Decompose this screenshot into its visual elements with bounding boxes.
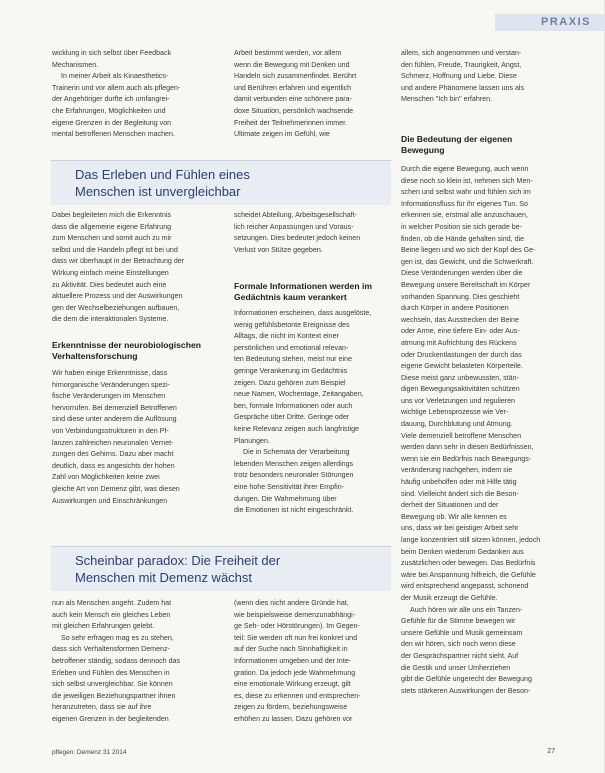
text-line: gleiche Art von Demenz gibt, was diesen	[52, 484, 180, 493]
text-line: unsere Gefühle und Musik gemeinsam	[401, 628, 523, 637]
text-line: doxe Situation, persönlich wachsende	[234, 106, 354, 115]
column-1-section	[52, 340, 212, 507]
text-line: eigene Gewicht belasteten Körperteile.	[401, 362, 523, 371]
text-line: eigenen Grenzen in der begleitenden	[52, 714, 169, 723]
text-line: der Angehöriger durfte ich umfangrei-	[52, 95, 170, 104]
text-line: allem, sich angenommen und verstan-	[401, 49, 522, 57]
text-line: eine emotionale Wirkung erzeugt, gilt	[234, 680, 351, 689]
text-line: Freiheit der Teilnehmerinnen immer.	[234, 118, 348, 127]
text-line: Auswirkungen und Einschränkungen	[52, 496, 168, 505]
text-line: durch Körper in andere Positionen	[401, 304, 509, 313]
section-label: PRAXIS	[541, 16, 591, 28]
text-line: Die in Schemata der Verarbeitung	[243, 448, 350, 457]
headline-1-line-1: Das Erleben und Fühlen eines	[75, 167, 250, 182]
col2-body	[234, 308, 392, 517]
text-line: zeigen. Dazu gehören zum Beispiel	[234, 378, 346, 387]
text-line: erkennen sie, erstmal alle anzuschauen,	[401, 211, 528, 220]
text-line: Alltags, die nicht im Kontext einer	[234, 332, 339, 341]
text-line: Informationsfluss für ihr eigenes Tun. So	[401, 199, 528, 208]
text-line: betroffener ständig, sodass dennoch das	[52, 656, 181, 665]
text-line: Viele demenziell betroffene Menschen	[401, 431, 522, 440]
col3-subheading: Die Bedeutung der eigenen Bewegung	[401, 134, 513, 155]
text-line: dass wir überhaupt in der Betrachtung der	[52, 257, 185, 266]
text-line: wenn die Bewegung mit Denken und	[234, 60, 350, 69]
text-line: uns, dass wir bei geistiger Arbeit sehr	[401, 524, 519, 533]
text-line: erhöhen zu lassen. Dazu gehören vor	[234, 714, 353, 723]
text-line: sind diese unter anderem die Auflösung	[52, 415, 177, 424]
text-line: wechseln, das Ausstrecken der Beine	[401, 315, 519, 324]
text-line: Verlust von Stütze gegeben.	[234, 245, 323, 254]
text-line: die Gestik und unser Umherziehen	[401, 663, 511, 672]
text-line: Menschen "Ich bin" erfahren.	[401, 95, 492, 104]
text-line: gration. Da jedoch jede Wahrnehmung	[234, 668, 356, 677]
text-line: wichtige Lebensprozesse wie Ver-	[401, 408, 509, 417]
text-line: hervorrufen. Bei demenziell Betroffenen	[52, 403, 177, 412]
text-line: zum Menschen und somit auch zu mir	[52, 234, 172, 243]
page-number: 27	[547, 748, 555, 755]
text-line: lich reicher Anpassungen und Voraus-	[234, 222, 354, 231]
text-line: dauung, Durchblutung und Atmung.	[401, 420, 513, 429]
text-line: Trainerin und vor allem auch als pflegen-	[52, 83, 181, 92]
text-line: gen ist, das Gewicht, und die Schwerkraft.	[401, 257, 534, 266]
column-2-top	[234, 48, 392, 141]
text-line: lanzen zahlreichen neuronalen Vernet-	[52, 438, 174, 447]
column-2-bottom	[234, 598, 392, 726]
text-line: dass die allgemeine eigene Erfahrung	[52, 222, 172, 231]
col1-body	[52, 368, 212, 507]
text-line: ten Bedeutung stehen, meist nur eine	[234, 355, 352, 364]
column-2-mid	[234, 210, 392, 256]
col3-body	[401, 164, 556, 697]
text-line: in welcher Position sie sich gerade be-	[401, 222, 523, 231]
text-line: veränderung nachgehen, indem sie	[401, 466, 513, 475]
column-3-top	[401, 48, 556, 106]
text-line: uns vor Verletzungen und regulieren	[401, 396, 515, 405]
col1-subheading: Erkenntnisse der neurobiologischen Verhaltensforschung	[52, 340, 201, 361]
text-line: Auch hören wir alle uns ein Tanzen-	[410, 605, 523, 614]
text-line: eine hohe Sensitivität ihrer Empfin-	[234, 482, 345, 491]
text-line: Wir haben einige Erkenntnisse, dass	[52, 369, 168, 377]
text-line: oder Arme, eine tiefere Ein- oder Aus-	[401, 327, 520, 336]
headline-box-2	[51, 546, 391, 591]
text-line: wenig gefühlsbetonte Ereignisse des	[234, 320, 350, 329]
column-3-section	[401, 134, 556, 697]
text-line: fische Veränderungen im Menschen	[52, 392, 166, 401]
text-line: Diese meist ganz unbewussten, stän-	[401, 373, 519, 382]
text-line: mit gleichen Erfahrungen gelebt.	[52, 622, 155, 631]
text-line: diese noch so klein ist, nehmen sich Men-	[401, 176, 533, 185]
text-line: Wirkung einfach meine Einstellungen	[52, 268, 169, 277]
text-line: vorhanden Spannung. Dies geschieht	[401, 292, 520, 301]
text-line: selbst und die Handeln pflegt ist bei und	[52, 245, 178, 254]
text-line: Mechanismen.	[52, 60, 99, 69]
text-line: Handeln sich zusammenfindet. Berührt	[234, 72, 357, 81]
text-line: In meiner Arbeit als Kinaesthetics-	[61, 72, 169, 81]
text-line: es, diese zu erkennen und entsprechen-	[234, 691, 361, 700]
text-line: keine Relevanz zeigen auch langfristige	[234, 424, 360, 433]
col2-subheading: Formale Informationen werden im Gedächtnis kaum verankert	[234, 281, 372, 302]
column-1-top	[52, 48, 212, 141]
text-line: häufig unbeholfen oder mit Hilfe tätig	[401, 478, 517, 487]
headline-2-line-1: Scheinbar paradox: Die Freiheit der	[75, 553, 281, 568]
text-line: mental betroffenen Menschen machen.	[52, 130, 175, 139]
text-line: sind. Vielleicht ändert sich die Beson-	[401, 489, 519, 498]
text-line: zusätzlichen oder bewegen. Das Bedürfnis	[401, 559, 536, 568]
text-line: den wir hören, sich noch wenn diese	[401, 640, 516, 649]
column-1-bottom	[52, 598, 212, 726]
text-line: dass sich Verhaltensformen Demenz-	[52, 645, 170, 654]
text-line: und Berühren erfahren und eigentlich	[234, 83, 352, 92]
text-line: Gespräche über Dritte. Geringe oder	[234, 413, 350, 422]
text-line: heranzutreten, dass sie auf ihre	[52, 703, 152, 712]
text-line: gen der Wechselbeziehungen aufbauen,	[52, 303, 180, 312]
text-line: zeigen zu fördern, beziehungsweise	[234, 703, 348, 712]
text-line: zungen des Gehirns. Dazu aber macht	[52, 450, 174, 459]
text-line: werden dann sehr in diesen Bedürfnissen,	[401, 443, 534, 452]
text-line: So sehr erfragen mag es zu stehen,	[61, 633, 174, 642]
text-line: damit verbunden eine schönere para-	[234, 95, 352, 104]
text-line: (wenn dies nicht andere Gründe hat,	[234, 599, 349, 607]
text-line: trotz besonders neuronaler Störungen	[234, 471, 354, 480]
text-line: auf der Suche nach Sinnhaftigkeit in	[234, 645, 348, 654]
text-line: die Emotionen ist nicht eingeschränkt.	[234, 506, 354, 515]
headline-2-line-2: Menschen mit Demenz wächst	[75, 570, 253, 585]
text-line: lebenden Menschen zeigen allerdings	[234, 459, 354, 468]
headline-box-1	[51, 160, 391, 205]
text-line: Informationen erscheinen, dass ausgelöste,	[234, 309, 372, 317]
text-line: dungen. Die Wahrnehmung über	[234, 494, 337, 503]
text-line: die jeweiligen Beziehungspartner ihnen	[52, 691, 176, 700]
text-line: oder Druckentlastungen der durch das	[401, 350, 522, 359]
footer-publication: pflegen: Demenz 31 2014	[52, 749, 127, 756]
text-line: und andere Phänomene lassen uns als	[401, 83, 525, 92]
text-line: Dabei begleiteten mich die Erkenntnis	[52, 211, 172, 219]
text-line: wie beispielsweise demenzunabhängi-	[234, 610, 356, 619]
text-line: che Erfahrungen, Möglichkeiten und	[52, 106, 166, 115]
text-line: deutlich, dass es angesichts der hohen	[52, 461, 175, 470]
text-line: persönlichen und emotional relevan-	[234, 343, 349, 352]
text-line: die dem die interaktionalen Systeme.	[52, 315, 169, 324]
text-line: hirnorganische Veränderungen spezi-	[52, 380, 170, 389]
text-line: wicklung in sich selbst über Feedback	[52, 49, 172, 57]
text-line: eigene Grenzen in der Begleitung von	[52, 118, 172, 127]
text-line: neue Namen, Wochentage, Zeitangaben,	[234, 390, 364, 399]
text-line: auch kein Mensch ein gleiches Leben	[52, 610, 171, 619]
text-line: setzungen. Dies bedeutet jedoch keinen	[234, 234, 361, 243]
text-line: sich selbst unvergleichbar. Sie können	[52, 680, 173, 689]
text-line: atmung mit Aufrichtung des Rückens	[401, 338, 517, 347]
text-line: derheit der Situationen und der	[401, 501, 499, 510]
text-line: zu Aktivität. Dies bedeutet auch eine	[52, 280, 167, 289]
text-line: scheidet Abteilung, Arbeitsgesellschaft-	[234, 211, 358, 219]
text-line: geringe Verankerung im Gedächtnis	[234, 366, 348, 375]
text-line: den fühlen, Freude, Traurigkeit, Angst,	[401, 60, 522, 69]
text-line: digen Bewegungsaktivitäten schützen	[401, 385, 520, 394]
text-line: Beine liegen und wo sich der Kopf des Ge-	[401, 246, 536, 255]
text-line: wenn sie ein Bedürfnis nach Bewegungs-	[401, 454, 532, 463]
text-line: Durch die eigene Bewegung, auch wenn	[401, 165, 529, 173]
text-line: Erleben und Fühlen des Menschen in	[52, 668, 170, 677]
text-line: der Musik erzeugt die Gefühle.	[401, 593, 498, 602]
text-line: Informationen umgeben und der Inte-	[234, 656, 352, 665]
column-2-section	[234, 281, 392, 517]
text-line: stets stärkeren Auswirkungen der Beson-	[401, 686, 531, 695]
text-line: aktuellere Prozess und der Auswirkungen	[52, 292, 183, 301]
text-line: nun als Menschen angeht. Zudem hat	[52, 599, 172, 607]
text-line: finden, ob die Hände gehalten sind, die	[401, 234, 525, 243]
text-line: wäre bei Anspannung hilfreich, die Gefühle	[401, 570, 536, 579]
text-line: schen und selbst wahr und fühlen sich im	[401, 188, 531, 197]
text-line: wird entsprechend angepasst, schonend	[401, 582, 529, 591]
text-line: Zahl von Möglichkeiten keine zwei	[52, 473, 160, 482]
text-line: Schmerz, Hoffnung und Liebe. Diese	[401, 72, 517, 81]
text-line: Bewegung unsere Bereitschaft im Körper	[401, 280, 531, 289]
text-line: der Gesprächspartner nicht sieht. Auf	[401, 651, 519, 660]
text-line: lange konzentriert still sitzen können, jedoch	[401, 536, 541, 544]
text-line: Planungen.	[234, 436, 270, 445]
text-line: Ultimate zeigen im Gefühl, wie	[234, 130, 330, 139]
headline-1-line-2: Menschen ist unvergleichbar	[75, 184, 241, 199]
text-line: Diese Veränderungen werden über die	[401, 269, 523, 278]
text-line: beim Denken wiederum Gedanken aus	[401, 547, 524, 556]
text-line: ben, formale Informationen oder auch	[234, 401, 353, 410]
text-line: teil: Sie werden oft nun frei konkret und	[234, 633, 358, 642]
text-line: Gefühle für die Stimme bewegen wir	[401, 617, 516, 626]
column-1-mid	[52, 210, 212, 326]
text-line: von Verbindungsstrukturen in den Pf-	[52, 426, 169, 435]
text-line: Bewegung ob. Wir alle kennen es	[401, 512, 507, 521]
text-line: gibt die Gefühle ungerecht der Bewegung	[401, 675, 532, 684]
text-line: ge Seh- oder Hörstörungen). Im Gegen-	[234, 622, 360, 631]
text-line: Arbeit bestimmt werden, vor allem	[234, 49, 342, 57]
